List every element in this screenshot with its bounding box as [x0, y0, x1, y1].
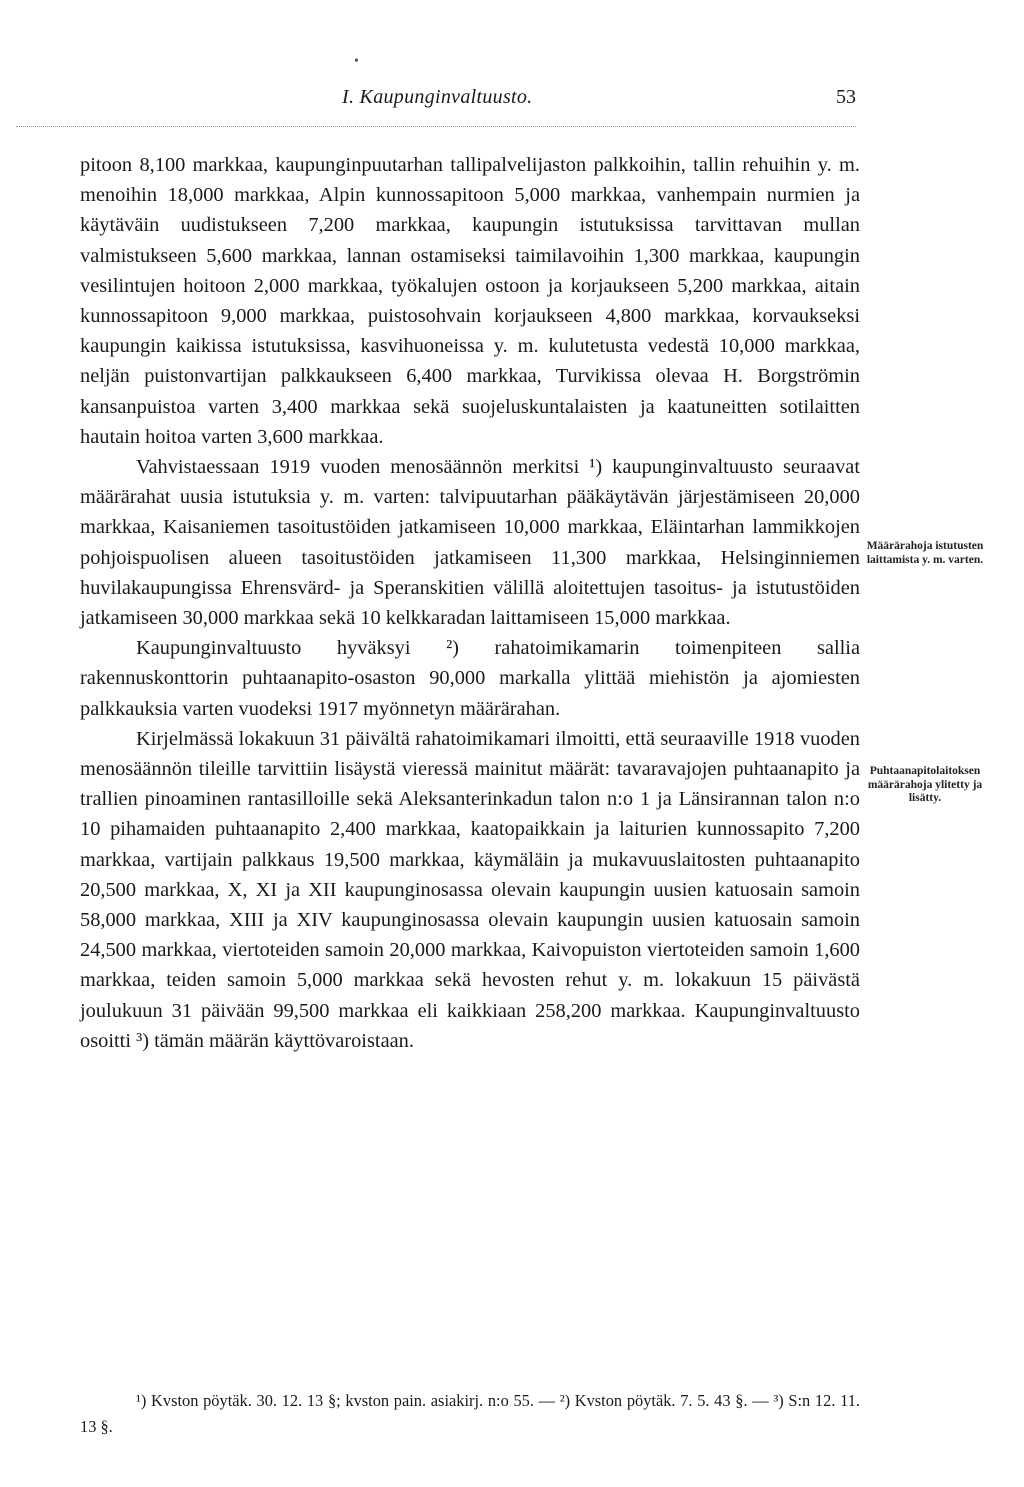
margin-note-planting: Määrärahoja istutusten laittamista y. m. varten. [866, 540, 984, 566]
paragraph-additional-funds: Kirjelmässä lokakuun 31 päivältä rahatoimikamari ilmoitti, että seuraaville 1918 vuoden menosäännön tileille tarvittiin lisäystä vieressä mainitut määrät: tavaravajojen puhtaanapito ja trallien pinoaminen rantasilloille sekä Aleksanterinkadun talon n:o 1 ja Länsirannan talon n:o 10 pihamaiden puhtaanapito 2,400 markkaa, kaatopaikkain ja laiturien kunnossapito 7,200 markkaa, vartijain palkkaus 19,500 markkaa, käymäläin ja mukavuuslaitosten puhtaanapito 20,500 markkaa, X, XI ja XII kaupunginosassa olevain kaupungin uusien katuosain samoin 58,000 markkaa, XIII ja XIV kaupunginosassa olevain kaupungin uusien katuosain samoin 24,500 markkaa, viertoteiden samoin 20,000 markkaa, Kaivopuiston viertoteiden samoin 1,600 markkaa, teiden samoin 5,000 markkaa sekä hevosten rehut y. m. lokakuun 15 päivästä joulukuun 31 päivään 99,500 markkaa eli kaikkiaan 258,200 markkaa. Kaupunginvaltuusto osoitti ³) tämän määrän käyttövaroistaan. [80, 727, 860, 1052]
page-header [80, 86, 856, 116]
stray-print-mark: • [354, 54, 359, 69]
paragraph-garden-costs: pitoon 8,100 markkaa, kaupunginpuutarhan tallipalvelijaston palkkoihin, tallin rehuihin y. m. menoihin 18,000 markkaa, Alpin kunnossapitoon 5,000 markkaa, vanhempain nurmien ja käytäväin uudistukseen 7,200 markkaa, kaupungin istutuksissa tarvittavan mullan valmistukseen 5,600 markkaa, lannan ostamiseksi taimilavoihin 1,300 markkaa, kaupungin vesilintujen hoitoon 2,000 markkaa, työkalujen ostoon ja korjaukseen 5,200 markkaa, aitain kunnossapitoon 9,000 markkaa, puistosohvain korjaukseen 4,800 markkaa, korvaukseksi kaupungin kaikissa istutuksissa, kasvihuoneissa y. m. kulutetusta vedestä 10,000 markkaa, neljän puistonvartijan palkkaukseen 6,400 markkaa, Turvikissa olevaa H. Borgströmin kansanpuistoa varten 3,400 markkaa sekä suojeluskuntalaisten ja kaatuneitten sotilaitten hautain hoitoa varten 3,600 markkaa. [80, 154, 860, 448]
running-head: I. Kaupunginvaltuusto. [342, 86, 533, 108]
header-rule [16, 126, 856, 127]
page-number: 53 [836, 86, 856, 108]
body-text [80, 150, 860, 1056]
margin-note-cleaning: Puhtaanapitolaitoksen määrärahoja ylitetty ja lisätty. [867, 765, 983, 805]
paragraph-planting-appropriations: Vahvistaessaan 1919 vuoden menosäännön merkitsi ¹) kaupunginvaltuusto seuraavat määrärahat uusia istutuksia y. m. varten: talvipuutarhan pääkäytävän järjestämiseen 20,000 markkaa, Kaisaniemen tasoitustöiden jatkamiseen 10,000 markkaa, Eläintarhan lammikkojen pohjoispuolisen alueen tasoitustöiden jatkamiseen 11,300 markkaa, Helsinginniemen huvilakaupungissa Ehrensvärd- ja Speranskitien välillä aloitettujen tasoitus- ja istutustöiden jatkamiseen 30,000 markkaa sekä 10 kelkkaradan laittamiseen 15,000 markkaa. [80, 456, 860, 630]
paragraph-cleaning-overrun: Kaupunginvaltuusto hyväksyi ²) rahatoimikamarin toimenpiteen sallia rakennuskonttorin puhtaanapito-osaston 90,000 markalla ylittää miehistön ja ajomiesten palkkauksia varten vuodeksi 1917 myönnetyn määrärahan. [80, 637, 860, 720]
footnotes [80, 1388, 860, 1440]
footnote-text: ¹) Kvston pöytäk. 30. 12. 13 §; kvston pain. asiakirj. n:o 55. — ²) Kvston pöytäk. 7. 5. 43 §. — ³) S:n 12. 11. 13 §. [80, 1391, 860, 1436]
